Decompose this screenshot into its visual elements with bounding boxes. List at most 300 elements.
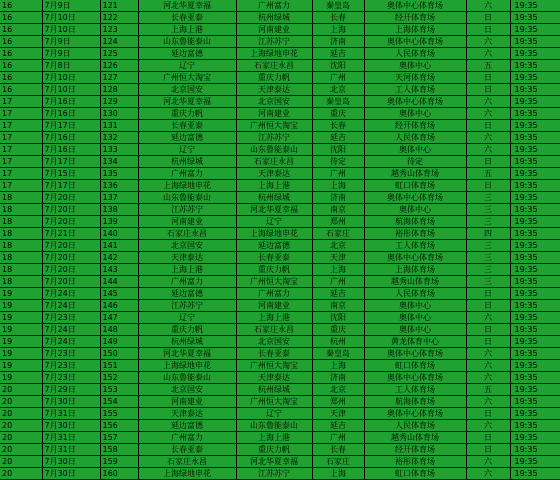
match-number-cell[interactable]: 152	[100, 372, 138, 384]
home-team-cell[interactable]: 天津泰达	[138, 252, 236, 264]
home-team-cell[interactable]: 广州富力	[138, 276, 236, 288]
kickoff-time-cell[interactable]: 19:35	[510, 156, 560, 168]
kickoff-time-cell[interactable]: 19:35	[510, 36, 560, 48]
round-cell[interactable]: 17	[0, 108, 42, 120]
home-team-cell[interactable]: 长春亚泰	[138, 444, 236, 456]
weekday-cell[interactable]: 五	[466, 168, 510, 180]
venue-cell[interactable]: 虹口体育场	[364, 360, 466, 372]
date-cell[interactable]: 7月10日	[42, 84, 100, 96]
match-number-cell[interactable]: 154	[100, 396, 138, 408]
date-cell[interactable]: 7月16日	[42, 144, 100, 156]
round-cell[interactable]: 20	[0, 444, 42, 456]
venue-cell[interactable]: 奥体中心体育场	[364, 252, 466, 264]
date-cell[interactable]: 7月30日	[42, 456, 100, 468]
city-cell[interactable]: 上海	[312, 24, 364, 36]
round-cell[interactable]: 20	[0, 468, 42, 480]
home-team-cell[interactable]: 山东鲁能泰山	[138, 36, 236, 48]
weekday-cell[interactable]: 六	[466, 360, 510, 372]
match-number-cell[interactable]: 139	[100, 216, 138, 228]
kickoff-time-cell[interactable]: 19:35	[510, 0, 560, 12]
kickoff-time-cell[interactable]: 19:35	[510, 276, 560, 288]
match-number-cell[interactable]: 149	[100, 336, 138, 348]
weekday-cell[interactable]: 三	[466, 264, 510, 276]
kickoff-time-cell[interactable]: 19:35	[510, 24, 560, 36]
match-number-cell[interactable]: 121	[100, 0, 138, 12]
home-team-cell[interactable]: 广州富力	[138, 432, 236, 444]
round-cell[interactable]: 17	[0, 144, 42, 156]
venue-cell[interactable]: 奥体中心	[364, 108, 466, 120]
away-team-cell[interactable]: 上海绿地申花	[236, 48, 312, 60]
date-cell[interactable]: 7月21日	[42, 228, 100, 240]
home-team-cell[interactable]: 杭州绿城	[138, 336, 236, 348]
kickoff-time-cell[interactable]: 19:35	[510, 60, 560, 72]
round-cell[interactable]: 16	[0, 0, 42, 12]
round-cell[interactable]: 18	[0, 252, 42, 264]
round-cell[interactable]: 16	[0, 72, 42, 84]
kickoff-time-cell[interactable]: 19:35	[510, 360, 560, 372]
match-number-cell[interactable]: 128	[100, 84, 138, 96]
round-cell[interactable]: 18	[0, 192, 42, 204]
away-team-cell[interactable]: 延边富德	[236, 240, 312, 252]
weekday-cell[interactable]: 六	[466, 420, 510, 432]
city-cell[interactable]: 延吉	[312, 288, 364, 300]
venue-cell[interactable]: 虹口体育场	[364, 468, 466, 480]
round-cell[interactable]: 17	[0, 168, 42, 180]
home-team-cell[interactable]: 长春亚泰	[138, 12, 236, 24]
home-team-cell[interactable]: 重庆力帆	[138, 108, 236, 120]
kickoff-time-cell[interactable]: 19:35	[510, 204, 560, 216]
weekday-cell[interactable]: 日	[466, 180, 510, 192]
match-number-cell[interactable]: 155	[100, 408, 138, 420]
weekday-cell[interactable]: 日	[466, 72, 510, 84]
kickoff-time-cell[interactable]: 19:35	[510, 132, 560, 144]
match-number-cell[interactable]: 160	[100, 468, 138, 480]
venue-cell[interactable]: 越秀山体育场	[364, 168, 466, 180]
kickoff-time-cell[interactable]: 19:35	[510, 336, 560, 348]
date-cell[interactable]: 7月20日	[42, 276, 100, 288]
away-team-cell[interactable]: 上海上港	[236, 312, 312, 324]
venue-cell[interactable]: 奥体中心体育场	[364, 0, 466, 12]
match-number-cell[interactable]: 146	[100, 300, 138, 312]
round-cell[interactable]: 19	[0, 324, 42, 336]
weekday-cell[interactable]: 三	[466, 252, 510, 264]
city-cell[interactable]: 重庆	[312, 324, 364, 336]
round-cell[interactable]: 17	[0, 96, 42, 108]
weekday-cell[interactable]: 日	[466, 408, 510, 420]
city-cell[interactable]: 石家庄	[312, 228, 364, 240]
date-cell[interactable]: 7月9日	[42, 0, 100, 12]
date-cell[interactable]: 7月16日	[42, 132, 100, 144]
round-cell[interactable]: 19	[0, 336, 42, 348]
venue-cell[interactable]: 奥体中心体育场	[364, 372, 466, 384]
date-cell[interactable]: 7月30日	[42, 396, 100, 408]
city-cell[interactable]: 郑州	[312, 396, 364, 408]
round-cell[interactable]: 17	[0, 120, 42, 132]
match-number-cell[interactable]: 148	[100, 324, 138, 336]
venue-cell[interactable]: 经开体育场	[364, 12, 466, 24]
date-cell[interactable]: 7月30日	[42, 420, 100, 432]
kickoff-time-cell[interactable]: 19:35	[510, 108, 560, 120]
round-cell[interactable]: 18	[0, 240, 42, 252]
date-cell[interactable]: 7月23日	[42, 348, 100, 360]
venue-cell[interactable]: 黄龙体育中心	[364, 336, 466, 348]
away-team-cell[interactable]: 江苏苏宁	[236, 36, 312, 48]
match-number-cell[interactable]: 142	[100, 252, 138, 264]
venue-cell[interactable]: 航海体育场	[364, 396, 466, 408]
venue-cell[interactable]: 上海体育场	[364, 264, 466, 276]
date-cell[interactable]: 7月20日	[42, 240, 100, 252]
date-cell[interactable]: 7月20日	[42, 252, 100, 264]
round-cell[interactable]: 20	[0, 432, 42, 444]
date-cell[interactable]: 7月10日	[42, 24, 100, 36]
home-team-cell[interactable]: 江苏苏宁	[138, 204, 236, 216]
venue-cell[interactable]: 经开体育场	[364, 444, 466, 456]
away-team-cell[interactable]: 广州恒大淘宝	[236, 360, 312, 372]
round-cell[interactable]: 16	[0, 48, 42, 60]
home-team-cell[interactable]: 石家庄永昌	[138, 456, 236, 468]
city-cell[interactable]: 上海	[312, 468, 364, 480]
city-cell[interactable]: 延吉	[312, 48, 364, 60]
city-cell[interactable]: 南京	[312, 300, 364, 312]
away-team-cell[interactable]: 辽宁	[236, 408, 312, 420]
venue-cell[interactable]: 奥体中心	[364, 312, 466, 324]
date-cell[interactable]: 7月20日	[42, 264, 100, 276]
venue-cell[interactable]: 人民体育场	[364, 420, 466, 432]
venue-cell[interactable]: 奥体中心	[364, 144, 466, 156]
city-cell[interactable]: 秦皇岛	[312, 96, 364, 108]
round-cell[interactable]: 18	[0, 204, 42, 216]
home-team-cell[interactable]: 河北华夏幸福	[138, 0, 236, 12]
city-cell[interactable]: 延吉	[312, 132, 364, 144]
away-team-cell[interactable]: 重庆力帆	[236, 444, 312, 456]
city-cell[interactable]: 北京	[312, 384, 364, 396]
away-team-cell[interactable]: 河南建业	[236, 24, 312, 36]
weekday-cell[interactable]: 五	[466, 384, 510, 396]
away-team-cell[interactable]: 石家庄永昌	[236, 60, 312, 72]
kickoff-time-cell[interactable]: 19:35	[510, 408, 560, 420]
venue-cell[interactable]: 奥体中心	[364, 300, 466, 312]
venue-cell[interactable]: 奥体中心体育场	[364, 348, 466, 360]
kickoff-time-cell[interactable]: 19:35	[510, 384, 560, 396]
weekday-cell[interactable]: 六	[466, 312, 510, 324]
round-cell[interactable]: 20	[0, 396, 42, 408]
kickoff-time-cell[interactable]: 19:35	[510, 396, 560, 408]
city-cell[interactable]: 济南	[312, 372, 364, 384]
round-cell[interactable]: 19	[0, 372, 42, 384]
round-cell[interactable]: 17	[0, 180, 42, 192]
date-cell[interactable]: 7月20日	[42, 192, 100, 204]
round-cell[interactable]: 20	[0, 384, 42, 396]
round-cell[interactable]: 17	[0, 132, 42, 144]
away-team-cell[interactable]: 辽宁	[236, 216, 312, 228]
date-cell[interactable]: 7月20日	[42, 204, 100, 216]
match-number-cell[interactable]: 122	[100, 12, 138, 24]
kickoff-time-cell[interactable]: 19:35	[510, 420, 560, 432]
weekday-cell[interactable]: 六	[466, 0, 510, 12]
venue-cell[interactable]: 虹口体育场	[364, 180, 466, 192]
kickoff-time-cell[interactable]: 19:35	[510, 444, 560, 456]
away-team-cell[interactable]: 山东鲁能泰山	[236, 144, 312, 156]
venue-cell[interactable]: 经开体育场	[364, 120, 466, 132]
date-cell[interactable]: 7月31日	[42, 432, 100, 444]
away-team-cell[interactable]: 上海绿地申花	[236, 228, 312, 240]
match-number-cell[interactable]: 135	[100, 168, 138, 180]
kickoff-time-cell[interactable]: 19:35	[510, 372, 560, 384]
weekday-cell[interactable]: 三	[466, 192, 510, 204]
match-number-cell[interactable]: 130	[100, 108, 138, 120]
date-cell[interactable]: 7月29日	[42, 384, 100, 396]
city-cell[interactable]: 沈阳	[312, 144, 364, 156]
home-team-cell[interactable]: 延边富德	[138, 420, 236, 432]
city-cell[interactable]: 沈阳	[312, 60, 364, 72]
round-cell[interactable]: 19	[0, 300, 42, 312]
venue-cell[interactable]: 工人体育场	[364, 384, 466, 396]
kickoff-time-cell[interactable]: 19:35	[510, 288, 560, 300]
away-team-cell[interactable]: 天津泰达	[236, 84, 312, 96]
match-number-cell[interactable]: 141	[100, 240, 138, 252]
home-team-cell[interactable]: 石家庄永昌	[138, 228, 236, 240]
city-cell[interactable]: 杭州	[312, 336, 364, 348]
venue-cell[interactable]: 工人体育场	[364, 84, 466, 96]
away-team-cell[interactable]: 长春亚泰	[236, 252, 312, 264]
home-team-cell[interactable]: 延边富德	[138, 48, 236, 60]
round-cell[interactable]: 20	[0, 420, 42, 432]
kickoff-time-cell[interactable]: 19:35	[510, 324, 560, 336]
city-cell[interactable]: 上海	[312, 360, 364, 372]
home-team-cell[interactable]: 北京国安	[138, 240, 236, 252]
city-cell[interactable]: 石家庄	[312, 456, 364, 468]
match-number-cell[interactable]: 138	[100, 204, 138, 216]
kickoff-time-cell[interactable]: 19:35	[510, 312, 560, 324]
match-number-cell[interactable]: 124	[100, 36, 138, 48]
venue-cell[interactable]: 航海体育场	[364, 216, 466, 228]
venue-cell[interactable]: 天河体育场	[364, 72, 466, 84]
home-team-cell[interactable]: 山东鲁能泰山	[138, 192, 236, 204]
weekday-cell[interactable]: 日	[466, 156, 510, 168]
city-cell[interactable]: 广州	[312, 432, 364, 444]
home-team-cell[interactable]: 北京国安	[138, 84, 236, 96]
home-team-cell[interactable]: 辽宁	[138, 60, 236, 72]
away-team-cell[interactable]: 广州富力	[236, 288, 312, 300]
away-team-cell[interactable]: 天津泰达	[236, 168, 312, 180]
weekday-cell[interactable]: 六	[466, 96, 510, 108]
city-cell[interactable]: 北京	[312, 84, 364, 96]
date-cell[interactable]: 7月30日	[42, 468, 100, 480]
city-cell[interactable]: 广州	[312, 168, 364, 180]
venue-cell[interactable]: 奥体中心	[364, 60, 466, 72]
date-cell[interactable]: 7月16日	[42, 108, 100, 120]
weekday-cell[interactable]: 六	[466, 468, 510, 480]
date-cell[interactable]: 7月24日	[42, 300, 100, 312]
date-cell[interactable]: 7月24日	[42, 288, 100, 300]
home-team-cell[interactable]: 延边富德	[138, 132, 236, 144]
weekday-cell[interactable]: 三	[466, 216, 510, 228]
round-cell[interactable]: 19	[0, 288, 42, 300]
kickoff-time-cell[interactable]: 19:35	[510, 456, 560, 468]
away-team-cell[interactable]: 山东鲁能泰山	[236, 420, 312, 432]
city-cell[interactable]: 上海	[312, 180, 364, 192]
match-number-cell[interactable]: 131	[100, 120, 138, 132]
venue-cell[interactable]: 上海体育场	[364, 24, 466, 36]
home-team-cell[interactable]: 北京国安	[138, 384, 236, 396]
kickoff-time-cell[interactable]: 19:35	[510, 348, 560, 360]
match-number-cell[interactable]: 136	[100, 180, 138, 192]
home-team-cell[interactable]: 辽宁	[138, 144, 236, 156]
match-number-cell[interactable]: 151	[100, 360, 138, 372]
date-cell[interactable]: 7月24日	[42, 324, 100, 336]
city-cell[interactable]: 秦皇岛	[312, 0, 364, 12]
match-number-cell[interactable]: 153	[100, 384, 138, 396]
date-cell[interactable]: 7月23日	[42, 312, 100, 324]
away-team-cell[interactable]: 杭州绿城	[236, 12, 312, 24]
round-cell[interactable]: 16	[0, 84, 42, 96]
weekday-cell[interactable]: 三	[466, 240, 510, 252]
away-team-cell[interactable]: 上海上港	[236, 180, 312, 192]
weekday-cell[interactable]: 日	[466, 12, 510, 24]
city-cell[interactable]: 郑州	[312, 216, 364, 228]
match-number-cell[interactable]: 150	[100, 348, 138, 360]
round-cell[interactable]: 16	[0, 36, 42, 48]
match-number-cell[interactable]: 157	[100, 432, 138, 444]
venue-cell[interactable]: 待定	[364, 156, 466, 168]
home-team-cell[interactable]: 河南建业	[138, 216, 236, 228]
match-number-cell[interactable]: 140	[100, 228, 138, 240]
city-cell[interactable]: 秦皇岛	[312, 348, 364, 360]
round-cell[interactable]: 16	[0, 60, 42, 72]
round-cell[interactable]: 16	[0, 24, 42, 36]
away-team-cell[interactable]: 重庆力帆	[236, 264, 312, 276]
weekday-cell[interactable]: 六	[466, 108, 510, 120]
home-team-cell[interactable]: 广州恒大淘宝	[138, 72, 236, 84]
round-cell[interactable]: 20	[0, 456, 42, 468]
weekday-cell[interactable]: 六	[466, 144, 510, 156]
weekday-cell[interactable]: 三	[466, 276, 510, 288]
away-team-cell[interactable]: 杭州绿城	[236, 384, 312, 396]
weekday-cell[interactable]: 日	[466, 324, 510, 336]
city-cell[interactable]: 延吉	[312, 420, 364, 432]
date-cell[interactable]: 7月23日	[42, 372, 100, 384]
weekday-cell[interactable]: 日	[466, 300, 510, 312]
kickoff-time-cell[interactable]: 19:35	[510, 96, 560, 108]
weekday-cell[interactable]: 四	[466, 228, 510, 240]
match-number-cell[interactable]: 125	[100, 48, 138, 60]
round-cell[interactable]: 19	[0, 348, 42, 360]
match-number-cell[interactable]: 144	[100, 276, 138, 288]
home-team-cell[interactable]: 天津泰达	[138, 408, 236, 420]
city-cell[interactable]: 沈阳	[312, 312, 364, 324]
away-team-cell[interactable]: 广州恒大淘宝	[236, 120, 312, 132]
kickoff-time-cell[interactable]: 19:35	[510, 12, 560, 24]
weekday-cell[interactable]: 五	[466, 60, 510, 72]
kickoff-time-cell[interactable]: 19:35	[510, 432, 560, 444]
round-cell[interactable]: 19	[0, 312, 42, 324]
date-cell[interactable]: 7月16日	[42, 96, 100, 108]
date-cell[interactable]: 7月20日	[42, 216, 100, 228]
home-team-cell[interactable]: 河南建业	[138, 396, 236, 408]
city-cell[interactable]: 长春	[312, 444, 364, 456]
match-number-cell[interactable]: 126	[100, 60, 138, 72]
away-team-cell[interactable]: 北京国安	[236, 96, 312, 108]
round-cell[interactable]: 16	[0, 12, 42, 24]
weekday-cell[interactable]: 日	[466, 432, 510, 444]
match-number-cell[interactable]: 133	[100, 144, 138, 156]
venue-cell[interactable]: 裕彤体育场	[364, 456, 466, 468]
city-cell[interactable]: 待定	[312, 156, 364, 168]
kickoff-time-cell[interactable]: 19:35	[510, 216, 560, 228]
home-team-cell[interactable]: 江苏苏宁	[138, 300, 236, 312]
date-cell[interactable]: 7月10日	[42, 72, 100, 84]
away-team-cell[interactable]: 河北华夏幸福	[236, 204, 312, 216]
home-team-cell[interactable]: 上海上港	[138, 24, 236, 36]
venue-cell[interactable]: 奥体中心体育场	[364, 36, 466, 48]
round-cell[interactable]: 20	[0, 408, 42, 420]
date-cell[interactable]: 7月24日	[42, 336, 100, 348]
kickoff-time-cell[interactable]: 19:35	[510, 252, 560, 264]
date-cell[interactable]: 7月31日	[42, 444, 100, 456]
kickoff-time-cell[interactable]: 19:35	[510, 84, 560, 96]
date-cell[interactable]: 7月23日	[42, 360, 100, 372]
away-team-cell[interactable]: 北京国安	[236, 336, 312, 348]
city-cell[interactable]: 长春	[312, 12, 364, 24]
home-team-cell[interactable]: 杭州绿城	[138, 156, 236, 168]
venue-cell[interactable]: 人民体育场	[364, 132, 466, 144]
weekday-cell[interactable]: 六	[466, 396, 510, 408]
weekday-cell[interactable]: 六	[466, 372, 510, 384]
weekday-cell[interactable]: 日	[466, 336, 510, 348]
kickoff-time-cell[interactable]: 19:35	[510, 468, 560, 480]
city-cell[interactable]: 广州	[312, 72, 364, 84]
match-number-cell[interactable]: 132	[100, 132, 138, 144]
match-number-cell[interactable]: 147	[100, 312, 138, 324]
home-team-cell[interactable]: 长春亚泰	[138, 120, 236, 132]
venue-cell[interactable]: 奥体中心体育场	[364, 408, 466, 420]
venue-cell[interactable]: 工人体育场	[364, 240, 466, 252]
home-team-cell[interactable]: 河北华夏幸福	[138, 348, 236, 360]
weekday-cell[interactable]: 六	[466, 456, 510, 468]
weekday-cell[interactable]: 日	[466, 444, 510, 456]
date-cell[interactable]: 7月10日	[42, 12, 100, 24]
weekday-cell[interactable]: 六	[466, 132, 510, 144]
venue-cell[interactable]: 越秀山体育场	[364, 432, 466, 444]
round-cell[interactable]: 18	[0, 276, 42, 288]
away-team-cell[interactable]: 长春亚泰	[236, 348, 312, 360]
weekday-cell[interactable]: 日	[466, 120, 510, 132]
away-team-cell[interactable]: 广州富力	[236, 0, 312, 12]
match-number-cell[interactable]: 145	[100, 288, 138, 300]
round-cell[interactable]: 18	[0, 264, 42, 276]
city-cell[interactable]: 上海	[312, 264, 364, 276]
home-team-cell[interactable]: 上海上港	[138, 264, 236, 276]
weekday-cell[interactable]: 六	[466, 348, 510, 360]
kickoff-time-cell[interactable]: 19:35	[510, 72, 560, 84]
kickoff-time-cell[interactable]: 19:35	[510, 192, 560, 204]
away-team-cell[interactable]: 石家庄永昌	[236, 324, 312, 336]
home-team-cell[interactable]: 河北华夏幸福	[138, 96, 236, 108]
match-number-cell[interactable]: 134	[100, 156, 138, 168]
away-team-cell[interactable]: 河南建业	[236, 300, 312, 312]
date-cell[interactable]: 7月17日	[42, 156, 100, 168]
match-number-cell[interactable]: 129	[100, 96, 138, 108]
date-cell[interactable]: 7月17日	[42, 120, 100, 132]
away-team-cell[interactable]: 江苏苏宁	[236, 132, 312, 144]
city-cell[interactable]: 长春	[312, 120, 364, 132]
match-number-cell[interactable]: 123	[100, 24, 138, 36]
city-cell[interactable]: 北京	[312, 240, 364, 252]
away-team-cell[interactable]: 江苏苏宁	[236, 468, 312, 480]
date-cell[interactable]: 7月17日	[42, 180, 100, 192]
kickoff-time-cell[interactable]: 19:35	[510, 228, 560, 240]
weekday-cell[interactable]: 日	[466, 24, 510, 36]
